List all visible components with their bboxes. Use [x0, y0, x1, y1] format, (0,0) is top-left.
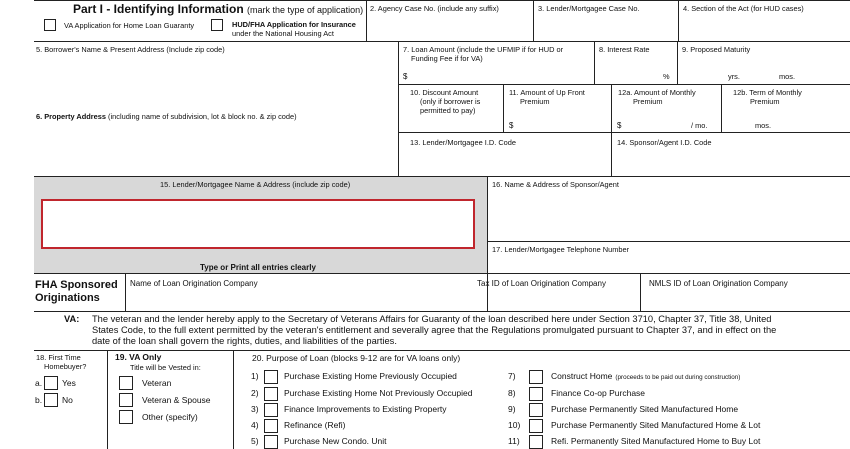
purpose-option-label-text: Finance Improvements to Existing Property	[284, 404, 447, 414]
borrower-name-address-field[interactable]	[36, 56, 396, 106]
box18-b: b.	[35, 395, 43, 405]
rule	[233, 350, 234, 449]
purpose-option-checkbox[interactable]	[264, 387, 278, 401]
box8-percent: %	[663, 72, 670, 81]
sponsor-name-address-field[interactable]	[490, 191, 848, 239]
box15-label: 15. Lender/Mortgagee Name & Address (include zip code)	[160, 180, 351, 189]
box6-label-bold: 6. Property Address	[36, 112, 106, 121]
box15-note: Type or Print all entries clearly	[200, 263, 316, 272]
lender-case-no-field[interactable]	[534, 14, 677, 40]
va-statement-3: date of the loan shall govern the rights, duties, and liabilities of the parties.	[92, 336, 397, 346]
box12b-label-1: 12b. Term of Monthly	[733, 88, 802, 97]
purpose-option-number: 7)	[508, 371, 516, 381]
purpose-option-number: 11)	[508, 436, 520, 446]
purpose-option-checkbox[interactable]	[529, 387, 543, 401]
purpose-option-label	[284, 437, 387, 446]
purpose-option-label	[551, 405, 738, 414]
rule	[503, 84, 504, 133]
box17-label: 17. Lender/Mortgagee Telephone Number	[492, 245, 630, 254]
maturity-years-field[interactable]	[680, 60, 726, 82]
purpose-option-checkbox[interactable]	[529, 419, 543, 433]
first-time-no-checkbox[interactable]	[44, 393, 58, 407]
purpose-option-label-note: (proceeds to be paid out during construction)	[615, 374, 741, 381]
box18-label-2: Homebuyer?	[44, 362, 87, 371]
rule	[677, 41, 678, 85]
part-title-text: Part I - Identifying Information	[73, 2, 244, 16]
rule	[721, 84, 722, 133]
box19-opt1: Veteran	[142, 378, 172, 388]
box10-label-1: 10. Discount Amount	[410, 88, 479, 97]
loan-amount-field[interactable]	[412, 66, 592, 83]
premium-term-field[interactable]	[724, 114, 753, 131]
rule	[594, 41, 595, 85]
box7-label-1: 7. Loan Amount (include the UFMIP if for HUD or	[403, 45, 564, 54]
rule	[398, 41, 399, 177]
box19-opt3: Other (specify)	[142, 412, 198, 422]
fha-title-2: Originations	[35, 292, 100, 304]
purpose-option-number: 5)	[251, 436, 259, 446]
section-of-act-field[interactable]	[679, 14, 849, 40]
rule	[34, 273, 850, 274]
box12a-label-1: 12a. Amount of Monthly	[618, 88, 696, 97]
box9-label: 9. Proposed Maturity	[682, 45, 751, 54]
purpose-option-label	[551, 389, 645, 398]
box3-label: 3. Lender/Mortgagee Case No.	[538, 4, 640, 13]
vested-veteran-checkbox[interactable]	[119, 376, 133, 390]
box6-label-rest: (including name of subdivision, lot & block no. & zip code)	[108, 112, 297, 121]
fha-name-label: Name of Loan Origination Company	[130, 279, 258, 288]
purpose-option-checkbox[interactable]	[264, 419, 278, 433]
purpose-option-checkbox[interactable]	[264, 370, 278, 384]
purpose-option-number: 4)	[251, 420, 259, 430]
purpose-option-label-text: Refi. Permanently Sited Manufactured Home to Buy Lot	[551, 436, 761, 446]
box9-mos: mos.	[779, 72, 796, 81]
property-address-field[interactable]	[36, 122, 396, 174]
box7-label-2: Funding Fee if for VA)	[411, 54, 483, 63]
purpose-option-checkbox[interactable]	[264, 403, 278, 417]
fha-title-1: FHA Sponsored	[35, 279, 118, 291]
purpose-option-label-text: Refinance (Refi)	[284, 420, 346, 430]
purpose-option-label	[284, 405, 447, 414]
box9-yrs: yrs.	[728, 72, 740, 81]
box4-label: 4. Section of the Act (for HUD cases)	[683, 4, 804, 13]
rule	[107, 350, 108, 449]
purpose-option-label	[284, 372, 457, 381]
box12a-per-month: / mo.	[691, 121, 708, 130]
box19-sub: Title will be Vested in:	[130, 363, 201, 372]
purpose-option-checkbox[interactable]	[264, 435, 278, 449]
hud-application-label-2: under the National Housing Act	[232, 29, 334, 38]
box18-yes: Yes	[62, 378, 76, 388]
box11-label-2: Premium	[520, 97, 550, 106]
purpose-option-label-text: Finance Co-op Purchase	[551, 388, 646, 398]
discount-amount-field[interactable]	[400, 116, 502, 131]
vested-other-checkbox[interactable]	[119, 410, 133, 424]
box12a-label-2: Premium	[633, 97, 663, 106]
sponsor-id-code-field[interactable]	[613, 149, 848, 174]
purpose-option-number: 8)	[508, 388, 516, 398]
rule	[34, 41, 850, 42]
box19-opt2: Veteran & Spouse	[142, 395, 211, 405]
box2-label: 2. Agency Case No. (include any suffix)	[370, 4, 499, 13]
rule	[34, 311, 850, 312]
va-label: VA:	[64, 314, 80, 324]
lender-id-code-field[interactable]	[400, 149, 609, 174]
monthly-premium-field[interactable]	[625, 114, 689, 131]
part-title-note: (mark the type of application)	[247, 5, 364, 15]
purpose-option-number: 1)	[251, 371, 259, 381]
purpose-option-label-text: Purchase New Condo. Unit	[284, 436, 387, 446]
purpose-option-label-text: Purchase Permanently Sited Manufactured Home & Lot	[551, 420, 761, 430]
lender-name-address-field[interactable]	[41, 199, 475, 249]
purpose-option-number: 2)	[251, 388, 259, 398]
box10-label-3: permitted to pay)	[420, 106, 476, 115]
first-time-yes-checkbox[interactable]	[44, 376, 58, 390]
purpose-option-label-text: Purchase Existing Home Previously Occupied	[284, 371, 457, 381]
fha-tax-label: Tax ID of Loan Origination Company	[477, 279, 606, 288]
purpose-option-checkbox[interactable]	[529, 403, 543, 417]
box12a-dollar: $	[617, 121, 622, 130]
box12b-mos: mos.	[755, 121, 772, 130]
purpose-option-label-text: Construct Home	[551, 371, 613, 381]
box11-dollar: $	[509, 121, 514, 130]
box8-label: 8. Interest Rate	[599, 45, 650, 54]
box10-label-2: (only if borrower is	[420, 97, 481, 106]
purpose-option-label	[284, 421, 345, 430]
va-statement-2: States Code, to the full extent permitted by the veteran's entitlement and severally agree that the Regulations promulgated pursuant to Chapter 37, and in effect on the	[92, 325, 777, 335]
part-title	[73, 2, 363, 17]
rule	[34, 350, 850, 351]
box11-label-1: 11. Amount of Up Front	[509, 88, 585, 97]
box20-title: 20. Purpose of Loan (blocks 9-12 are for VA loans only)	[252, 353, 461, 363]
purpose-option-number: 3)	[251, 404, 259, 414]
purpose-option-number: 10)	[508, 420, 521, 430]
rule	[125, 273, 126, 312]
purpose-option-label	[551, 421, 760, 430]
rule	[487, 241, 850, 242]
origination-company-nmls-field[interactable]	[643, 290, 848, 309]
rule	[611, 84, 612, 177]
rule	[34, 0, 850, 1]
rule	[640, 273, 641, 312]
rule	[398, 132, 850, 133]
purpose-option-label	[551, 437, 760, 446]
lender-telephone-field[interactable]	[490, 255, 848, 272]
box7-dollar: $	[403, 72, 408, 81]
purpose-option-label-text: Purchase Permanently Sited Manufactured Home	[551, 404, 739, 414]
vested-veteran-spouse-checkbox[interactable]	[119, 393, 133, 407]
box16-label: 16. Name & Address of Sponsor/Agent	[492, 180, 619, 189]
purpose-option-number: 9)	[508, 404, 516, 414]
purpose-option-label	[284, 389, 473, 398]
purpose-option-checkbox[interactable]	[529, 435, 543, 449]
purpose-option-checkbox[interactable]	[529, 370, 543, 384]
box13-label: 13. Lender/Mortgagee I.D. Code	[410, 138, 516, 147]
purpose-option-label-text: Purchase Existing Home Not Previously Occupied	[284, 388, 473, 398]
box18-a: a.	[35, 378, 43, 388]
hud-application-label-1: HUD/FHA Application for Insurance	[232, 20, 356, 29]
agency-case-no-field[interactable]	[367, 14, 532, 40]
box6-label	[36, 112, 297, 121]
origination-company-tax-id-field[interactable]	[476, 290, 638, 309]
box12b-label-2: Premium	[750, 97, 780, 106]
upfront-premium-field[interactable]	[517, 114, 609, 131]
rule	[398, 84, 850, 85]
box19-title: 19. VA Only	[115, 352, 162, 362]
interest-rate-field[interactable]	[596, 60, 660, 82]
va-statement-1: The veteran and the lender hereby apply to the Secretary of Veterans Affairs for Guaranty of the loan described here under Section 3710, Chapter 37, Title 38, United	[92, 314, 772, 324]
maturity-months-field[interactable]	[742, 60, 777, 82]
va-application-checkbox[interactable]	[44, 19, 56, 31]
box14-label: 14. Sponsor/Agent I.D. Code	[617, 138, 712, 147]
origination-company-name-field[interactable]	[128, 290, 474, 309]
purpose-option-label	[551, 372, 740, 382]
box5-label: 5. Borrower's Name & Present Address (Include zip code)	[36, 45, 225, 54]
va-application-label: VA Application for Home Loan Guaranty	[64, 21, 195, 30]
box18-no: No	[62, 395, 73, 405]
box18-label-1: 18. First Time	[36, 353, 81, 362]
fha-nmls-label: NMLS ID of Loan Origination Company	[649, 279, 788, 288]
vested-other-specify-field[interactable]	[119, 426, 231, 446]
hud-application-checkbox[interactable]	[211, 19, 223, 31]
